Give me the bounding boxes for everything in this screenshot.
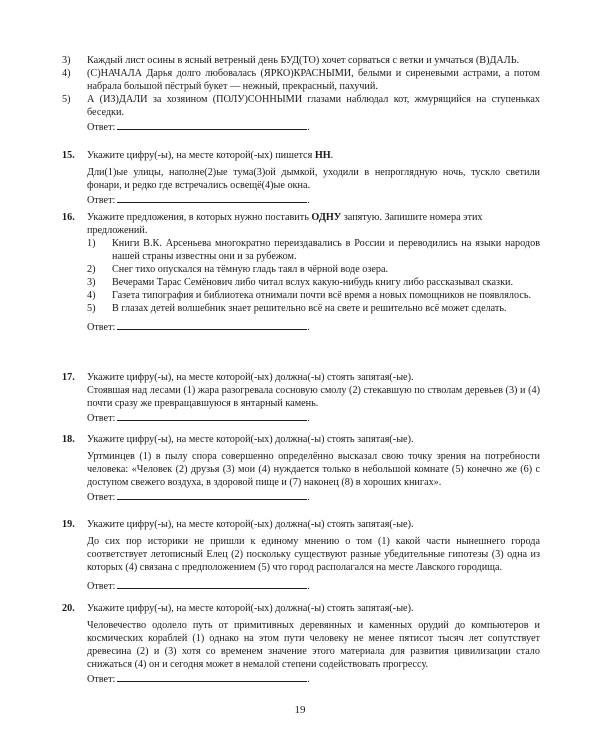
q19-answer[interactable]: Ответ: . <box>62 578 540 593</box>
answer-label: Ответ: <box>87 322 116 333</box>
question-number: 18. <box>62 434 75 445</box>
q14-option-4 <box>62 67 540 93</box>
answer-line[interactable] <box>117 192 307 203</box>
question-number: 17. <box>62 372 75 383</box>
question-number: 16. <box>62 212 75 223</box>
q16-option-1 <box>62 237 540 263</box>
q16-option-3 <box>62 276 540 289</box>
question-number: 20. <box>62 603 75 614</box>
question-20 <box>62 602 540 686</box>
option-number: 3) <box>62 55 71 66</box>
answer-label: Ответ: <box>87 413 116 424</box>
q16-option-2 <box>62 263 540 276</box>
question-title: Укажите предложения, в которых нужно поставить ОДНУ запятую. Запишите номера этих предложений. <box>87 212 483 236</box>
question-text: Стоявшая над лесами (1) жара разогревала сосновую смолу (2) стекавшую по стволам деревьев (3) и (4) почти сразу же превращавшуюся в янтарный камень. <box>87 385 540 409</box>
option-number: 5) <box>87 303 96 314</box>
question-17 <box>62 371 540 425</box>
option-text: Газета типография и библиотека отнимали почти всё время а новых помощников не появлялось. <box>112 290 532 301</box>
option-text: Вечерами Тарас Семёнович либо читал вслух какую-нибудь книгу либо рассказывал сказки. <box>112 277 514 288</box>
question-text: Уртминцев (1) в пылу спора совершенно определённо высказал свою точку зрения на потребности человека: «Человек (2) друзья (3) мои (4) нуждается только в небольшой комнате (5) конечно же (6) с доступом свежего воздуха, в здоровой пище и (7) наконец (8) в хороших книгах». <box>87 451 540 488</box>
q14-option-5 <box>62 93 540 119</box>
q16-option-4 <box>62 289 540 302</box>
question-16 <box>62 211 540 334</box>
option-number: 2) <box>87 264 96 275</box>
q20-answer[interactable]: Ответ: . <box>62 671 540 686</box>
question-title: Укажите цифру(-ы), на месте которой(-ых) должна(-ы) стоять запятая(-ые). <box>87 434 414 445</box>
q14-option-3 <box>62 54 540 67</box>
option-text: А (ИЗ)ДАЛИ за хозяином (ПОЛУ)СОННЫМИ глазами наблюдал кот, жмурящийся на ступеньках беседки. <box>87 94 540 118</box>
question-18 <box>62 433 540 504</box>
answer-line[interactable] <box>117 671 307 682</box>
question-text: До сих пор историки не пришли к единому мнению о том (1) какой части нынешнего города соответствует летописный Елец (2) поскольку существуют разные убедительные гипотезы (3) одна из которых (4) связана с предположением (5) что город располагался на месте Лавского городища. <box>87 536 540 573</box>
option-text: Снег тихо опускался на тёмную гладь таял в чёрной воде озера. <box>112 264 389 275</box>
q14-answer[interactable]: Ответ: . <box>62 119 540 134</box>
question-text: Человечество одолело путь от примитивных деревянных и каменных орудий до компьютеров и космических кораблей (1) однако на этом пути человеку не менее пятисот тысяч лет сопутствует древесина (2) и (3) хотя со временем значение этого материала для развития цивилизации стало снижаться (4) он и сегодня может в немалой степени содействовать прогрессу. <box>87 620 540 670</box>
answer-line[interactable] <box>117 119 307 130</box>
answer-line[interactable] <box>117 410 307 421</box>
q17-answer[interactable]: Ответ: . <box>62 410 540 425</box>
question-title: Укажите цифру(-ы), на месте которой(-ых) должна(-ы) стоять запятая(-ые). <box>87 372 414 383</box>
question-number: 19. <box>62 519 75 530</box>
question-19 <box>62 518 540 593</box>
answer-label: Ответ: <box>87 122 116 133</box>
question-title: Укажите цифру(-ы), на месте которой(-ых) пишется НН. <box>87 150 334 161</box>
page-number: 19 <box>294 704 306 716</box>
question-title: Укажите цифру(-ы), на месте которой(-ых) должна(-ы) стоять запятая(-ые). <box>87 603 414 614</box>
answer-line[interactable] <box>117 489 307 500</box>
answer-line[interactable] <box>117 319 307 330</box>
answer-line[interactable] <box>117 578 307 589</box>
answer-label: Ответ: <box>87 674 116 685</box>
option-text: Книги В.К. Арсеньева многократно переиздавались в России и переводились на языки народов нашей страны известны они и за рубежом. <box>112 238 540 262</box>
answer-label: Ответ: <box>87 195 116 206</box>
question-number: 15. <box>62 150 75 161</box>
answer-label: Ответ: <box>87 492 116 503</box>
option-text: В глазах детей волшебник знает решительно всё на свете и решительно всё может сделать. <box>112 303 507 314</box>
answer-label: Ответ: <box>87 581 116 592</box>
option-text: Каждый лист осины в ясный ветреный день БУД(ТО) хочет сорваться с ветки и умчаться (В)ДАЛЬ. <box>87 55 520 66</box>
question-15 <box>62 149 540 207</box>
q18-answer[interactable]: Ответ: . <box>62 489 540 504</box>
option-number: 3) <box>87 277 96 288</box>
q16-option-5 <box>62 302 540 315</box>
q15-answer[interactable]: Ответ: . <box>62 192 540 207</box>
question-text: Дли(1)ые улицы, наполне(2)ые тума(3)ой дымкой, уходили в непроглядную ночь, тускло светили фонари, и редко где встречались освещё(4)ые окна. <box>87 167 540 191</box>
q16-answer[interactable]: Ответ: . <box>62 319 540 334</box>
option-number: 4) <box>87 290 96 301</box>
option-number: 5) <box>62 94 71 105</box>
q14-continuation <box>62 54 540 134</box>
question-title: Укажите цифру(-ы), на месте которой(-ых) должна(-ы) стоять запятая(-ые). <box>87 519 414 530</box>
option-number: 4) <box>62 68 71 79</box>
option-text: (С)НАЧАЛА Дарья долго любовалась (ЯРКО)КРАСНЫМИ, белыми и сиреневыми астрами, а потом набрала большой пёстрый букет — нежный, прекрасный, пахучий. <box>87 68 540 92</box>
option-number: 1) <box>87 238 96 249</box>
